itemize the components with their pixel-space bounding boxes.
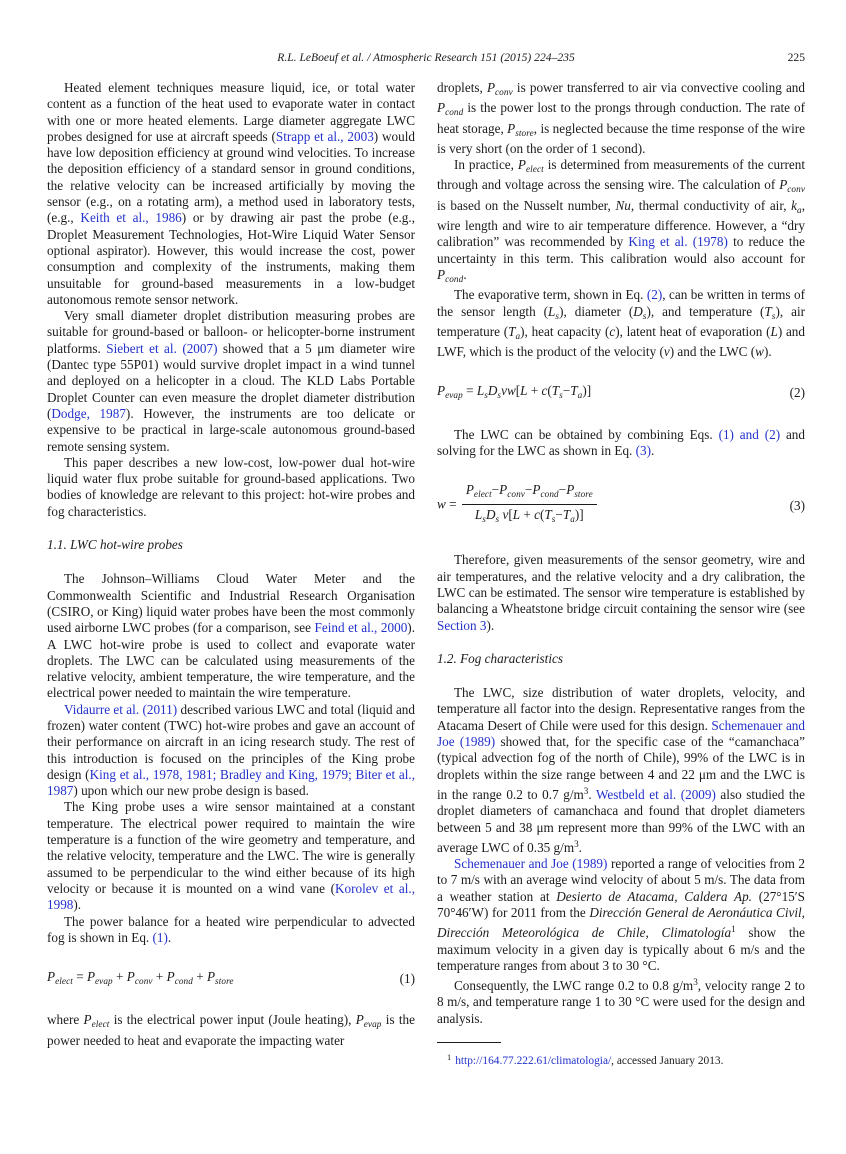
text-segment: Very small diameter droplet distribution measuring probes are suitable for ground-based or balloon- or helicopter-borne instrument platforms. — [47, 308, 415, 356]
text-segment: , wire length and wire to air temperature difference. However, a “dry calibration” was recommended by — [437, 197, 805, 250]
text-segment: The power balance for a heated wire perpendicular to advected fog is shown in Eq. — [47, 913, 415, 945]
text-segment: . — [463, 266, 467, 282]
paragraph — [47, 1012, 415, 1049]
paragraph — [47, 571, 415, 701]
text-segment: Therefore, given measurements of the sensor geometry, wire and air temperatures, and the relative velocity and a dry calibration, the LWC can be estimated. The sensor wire temperature is established by balancing a Wheatstone bridge circuit containing the sensor wire (see — [437, 552, 805, 617]
text-segment: ( — [539, 507, 545, 523]
text-segment: In practice, — [454, 157, 518, 173]
section-heading: 1.1. LWC hot-wire probes — [47, 537, 183, 553]
text-segment: is based on the Nusselt number, — [437, 197, 616, 213]
paragraph — [47, 308, 415, 455]
text-segment: P — [83, 1012, 92, 1028]
equation — [47, 969, 415, 989]
text-segment: also studied the droplet diameters of camanchaca and found that droplet diameters between 5 and 38 μm represent more than 99% of the LWC with an average LWC of 0.35 g/m — [437, 786, 805, 855]
text-segment: D — [487, 383, 498, 399]
text-segment: evap — [95, 976, 113, 987]
paragraph — [47, 799, 415, 913]
equation — [437, 482, 805, 529]
text-segment: T — [508, 323, 516, 339]
text-segment: elect — [525, 164, 544, 175]
text-segment: Heated element techniques measure liquid, ice, or total water content as a function of the heat used to evaporate water in contact with one or more heated elements. Large diameter aggregate LWC probes designed for use at aircraft speeds ( — [47, 80, 415, 144]
paragraph — [437, 856, 805, 974]
text-segment: conv — [507, 489, 525, 500]
text-segment: The King probe uses a wire sensor maintained at a constant temperature. The electrical power required to maintain the wire temperature is a function of the wire geometry and temperature, and the relative velocity, temperature and the LWC. The wire is generally assumed to be perpendicular to the wind either because of its high velocity or because it is mounted on a wind vane ( — [47, 799, 415, 896]
running-head: R.L. LeBoeuf et al. / Atmospheric Research 151 (2015) 224–235 — [277, 51, 575, 64]
text-segment: a — [570, 514, 575, 525]
text-segment: ), and temperature ( — [646, 303, 765, 319]
text-segment: cond — [445, 107, 464, 118]
citation-link[interactable]: Strapp et al., 2003 — [275, 128, 374, 144]
page-header — [47, 51, 805, 67]
citation-link[interactable]: Feind et al., 2000 — [314, 620, 408, 636]
text-segment: s — [495, 514, 500, 525]
citation-link[interactable]: Vidaurre et al. (2011) — [64, 701, 178, 717]
text-segment: , is neglected because the time response of the wire is very short (on the order of 1 second). — [437, 120, 805, 156]
text-segment: store — [574, 489, 593, 500]
text-segment: . — [588, 786, 596, 802]
paragraph — [47, 80, 415, 308]
paragraph — [47, 702, 415, 800]
text-segment: 3 — [574, 838, 579, 849]
text-segment: ) or by drawing air past the probe (e.g., Droplet Measurement Technologies, Hot-Wire Liquid Water Sensor optional aspirator). However, this would increase the cost, power consumption and complexity of the instruments, making them unsuitable for ground-based measurements in a low-budget autonomous remote sensor network. — [47, 210, 415, 307]
text-segment: evap — [363, 1019, 382, 1030]
text-segment: P — [437, 383, 446, 399]
text-segment: ), air temperature ( — [437, 303, 805, 339]
text-segment: droplets, — [437, 80, 487, 95]
text-segment: The evaporative term, shown in Eq. — [454, 287, 647, 303]
text-segment: (27°15′S 70°46′W) for 2011 from the — [437, 888, 805, 920]
text-segment: P — [206, 969, 216, 985]
text-segment: s — [484, 390, 488, 401]
text-segment: T — [570, 383, 578, 399]
text-segment: showed that, for the specific case of the “camanchaca” (typical advection fog of the north of Chile), 99% of the LWC is in droplets within the size range between 4 and 22 μm and the LWC is in the range 0.2 to 0.7 g/m — [437, 734, 805, 802]
text-segment: P — [166, 969, 175, 985]
right-column — [437, 80, 805, 1069]
text-segment: T — [544, 507, 552, 523]
text-segment: P — [437, 266, 446, 282]
text-segment: ) upon which our new probe design is based. — [73, 783, 309, 799]
text-segment: Desierto de Atacama, Caldera Ap. — [556, 888, 752, 904]
text-segment: L — [474, 507, 483, 523]
text-segment: v — [502, 507, 509, 523]
text-segment: is power transferred to air via convective cooling and — [512, 80, 805, 95]
page-number: 225 — [787, 51, 805, 64]
equation-number: (2) — [789, 385, 805, 401]
citation-link[interactable]: Schemenauer and Joe (1989) — [454, 856, 608, 872]
text-segment: P — [517, 157, 526, 173]
citation-link[interactable]: Korolev et al., 1998 — [47, 880, 415, 913]
text-segment: c — [609, 323, 616, 339]
text-segment: The LWC can be obtained by combining Eqs. — [454, 426, 719, 442]
text-segment: elect — [473, 489, 492, 500]
text-segment: − — [558, 482, 567, 498]
citation-link[interactable]: Siebert et al. (2007) — [106, 340, 218, 356]
text-segment: elect — [91, 1019, 110, 1030]
text-segment: P — [486, 80, 495, 95]
citation-link[interactable]: http://164.77.222.61/climatologia/ — [455, 1055, 612, 1068]
paragraph — [47, 914, 415, 947]
text-segment: D — [485, 507, 496, 523]
text-segment: conv — [787, 184, 805, 195]
text-segment: c — [534, 507, 540, 523]
text-segment: w — [755, 344, 764, 360]
footnote-marker: 1 — [447, 1053, 452, 1063]
text-segment: store — [515, 127, 534, 138]
text-segment: [ — [508, 507, 513, 523]
text-segment: − — [562, 383, 571, 399]
text-segment: + — [112, 969, 127, 985]
text-segment: Dirección General de Aeronáutica Civil, Dirección Meteorológica de Chile, Climatología — [437, 904, 805, 941]
text-segment: = — [72, 969, 87, 985]
fraction — [462, 481, 597, 528]
citation-link[interactable]: (1) — [152, 929, 168, 945]
text-segment: This paper describes a new low-cost, low-power dual hot-wire liquid water flux probe suitable for ground-based applications. Two bodies of knowledge are relevant to this project: hot-wire probes and fog characteristics. — [47, 454, 415, 519]
text-segment: cond — [174, 976, 193, 987]
citation-link[interactable]: (1) and (2) — [718, 426, 781, 442]
citation-link[interactable]: King et al., 1978, 1981; Bradley and King, 1979; Biter et al., 1987 — [47, 766, 415, 799]
text-segment: evap — [445, 390, 463, 401]
text-segment: s — [551, 514, 556, 525]
text-segment: P — [465, 482, 474, 498]
text-segment: where — [47, 1012, 84, 1028]
text-segment: P — [532, 482, 541, 498]
equation-number: (1) — [399, 971, 415, 987]
text-segment: Nu — [615, 197, 631, 213]
text-segment: is determined from measurements of the current through and voltage across the sensing wire. The calculation of — [437, 157, 805, 193]
text-segment: a — [796, 204, 802, 215]
text-segment: ). — [73, 897, 82, 913]
equation — [437, 383, 805, 403]
paragraph — [437, 287, 805, 360]
text-segment: is the electrical power input (Joule heating), — [109, 1012, 356, 1028]
equation-number: (3) — [789, 497, 805, 513]
text-segment: , thermal conductivity of air, — [630, 197, 792, 213]
citation-link[interactable]: King et al. (1978) — [628, 234, 728, 250]
text-segment: L — [770, 323, 778, 339]
text-segment: v — [663, 344, 670, 360]
text-segment: )] — [574, 507, 584, 523]
text-segment: s — [642, 310, 647, 321]
text-segment: Consequently, the LWC range 0.2 to 0.8 g/m — [454, 978, 694, 994]
text-segment: s — [771, 310, 776, 321]
text-segment: cond — [445, 273, 464, 284]
text-segment: T — [562, 507, 571, 523]
paragraph — [437, 552, 805, 633]
footnote — [437, 1042, 805, 1069]
text-segment: s — [559, 390, 563, 401]
text-segment: and solving for the LWC as shown in Eq. — [437, 426, 805, 459]
text-segment: The LWC, size distribution of water droplets, velocity, and temperature all factor into the design. Representative ranges from the Atacama Desert of Chile were used for this design. — [437, 685, 805, 733]
citation-link[interactable]: Schemenauer and Joe (1989) — [437, 717, 805, 750]
text-segment: − — [555, 507, 563, 523]
text-segment: , can be written in terms of the sensor length ( — [437, 287, 805, 319]
text-segment: s — [555, 310, 560, 321]
text-segment: 3 — [693, 977, 698, 988]
footnote-text — [437, 1051, 805, 1069]
paragraph — [47, 455, 415, 520]
equation-body — [437, 482, 782, 529]
text-segment: P — [126, 969, 135, 985]
text-segment: w — [437, 496, 446, 512]
text-segment: P — [355, 1012, 364, 1028]
fraction-denominator — [462, 505, 597, 528]
text-segment: k — [791, 197, 797, 213]
left-column — [47, 80, 415, 1049]
text-segment: ), diameter ( — [559, 303, 634, 319]
paragraph — [437, 157, 805, 287]
text-segment: T — [551, 383, 560, 399]
text-segment: P — [566, 482, 575, 498]
citation-link[interactable]: (2) — [646, 287, 663, 303]
citation-link[interactable]: (3) — [635, 443, 652, 459]
text-segment: 1 — [731, 924, 736, 935]
text-segment: conv — [495, 87, 513, 97]
text-segment: + — [520, 507, 535, 523]
text-segment: = — [445, 496, 460, 512]
text-segment: D — [633, 303, 643, 319]
text-segment: s — [497, 390, 502, 401]
paragraph — [437, 80, 805, 157]
text-segment: . — [167, 929, 172, 945]
text-segment: a — [577, 390, 583, 401]
text-segment: = — [462, 383, 477, 399]
text-segment: a — [515, 330, 521, 341]
text-segment: is the power needed to heat and evaporate the impacting water — [47, 1012, 415, 1048]
text-segment: )] — [582, 383, 592, 399]
text-segment: , velocity range 2 to 8 m/s, and temperature range 1 to 30 °C were used for the design and analysis. — [437, 978, 806, 1026]
text-segment: , accessed January 2013. — [611, 1055, 724, 1068]
text-segment: . — [578, 839, 582, 855]
text-segment: ) and the LWC ( — [669, 344, 756, 360]
text-segment: . — [651, 443, 655, 459]
text-segment: − — [524, 482, 533, 498]
text-segment: cond — [540, 489, 559, 500]
text-segment: reported a range of velocities from 2 to 7 m/s with an average wind velocity of about 5 m/s. The data from a weather station at — [437, 856, 805, 904]
text-segment: described various LWC and total (liquid and frozen) water content (TWC) hot-wire probes and gave an account of their performance on aircraft in an icing research study. The rest of this introduction is focused on the principles of the King probe design ( — [47, 701, 415, 782]
footnote-rule — [437, 1042, 501, 1043]
text-segment: T — [764, 303, 772, 319]
fraction-numerator — [462, 481, 597, 505]
text-segment: ( — [547, 383, 552, 399]
paragraph — [437, 685, 805, 856]
equation-body — [437, 383, 782, 403]
text-segment: L — [548, 303, 556, 319]
text-segment: P — [507, 120, 516, 136]
text-segment: + — [527, 383, 542, 399]
text-segment: P — [437, 100, 446, 116]
text-segment: ). A LWC hot-wire probe is used to collect and evaporate water droplets. The LWC can be calculated using measurements of the relative velocity, ambient temperature, the wire temperature, and the electrical power needed to maintain the wire temperature. — [47, 620, 415, 701]
text-segment: ). — [486, 617, 495, 633]
text-segment: [ — [515, 383, 521, 399]
paragraph — [437, 427, 805, 460]
text-segment: ), heat capacity ( — [520, 323, 610, 339]
text-segment: ). However, the instruments are too delicate or expensive to be practical in large-scale autonomous ground-based remote sensing system. — [47, 405, 415, 454]
text-segment: elect — [55, 976, 73, 987]
text-segment: vw — [501, 383, 516, 399]
text-segment: s — [482, 514, 486, 525]
text-segment: ) and LWF, which is the product of the velocity ( — [437, 323, 805, 360]
text-segment: + — [152, 969, 167, 985]
equation-body — [47, 969, 392, 989]
citation-link[interactable]: Section 3 — [437, 617, 487, 633]
text-segment: L — [520, 383, 528, 399]
citation-link[interactable]: Dodge, 1987 — [51, 405, 126, 421]
text-segment: to reduce the uncertainty in this term. This calibration would also account for — [437, 234, 805, 266]
text-segment: show the maximum velocity in a given day is typically about 6 m/s and the temperature ranges from about 3 to 30 °C. — [437, 925, 805, 973]
text-segment: ) would have low deposition efficiency at ground wind velocities. To increase the deposition efficiency of a standard sensor in ground conditions, the relative velocity can be increased artificially by moving the sensor (e.g., on a rotating arm), a method used in laboratory tests, (e.g., — [47, 128, 415, 226]
text-segment: P — [47, 969, 56, 985]
text-segment: showed that a 5 μm diameter wire (Dantec type 55P01) would survive droplet impact in a wind tunnel and deployed on a helicopter in a cloud. The KLD Labs Portable Droplet Counter can even measure the droplet diameter distribution ( — [47, 340, 416, 421]
text-segment: P — [779, 177, 788, 193]
text-segment: The Johnson–Williams Cloud Water Meter and the Commonwealth Scientific and Industrial Research Organisation (CSIRO, or King) liquid water probes have been the most commonly used airborne LWC probes (for a comparison, see — [47, 571, 415, 636]
text-segment: is the power lost to the prongs through conduction. The rate of heat storage, — [437, 100, 805, 136]
citation-link[interactable]: Keith et al., 1986 — [80, 210, 182, 226]
text-segment: L — [512, 507, 521, 523]
text-segment: c — [541, 383, 548, 399]
text-segment: P — [86, 969, 95, 985]
text-segment: conv — [134, 976, 153, 987]
text-segment: store — [215, 976, 234, 987]
text-segment: 3 — [583, 785, 589, 796]
text-segment: P — [499, 482, 508, 498]
text-segment: + — [192, 969, 207, 985]
section-heading: 1.2. Fog characteristics — [437, 650, 563, 666]
paragraph — [437, 974, 805, 1027]
citation-link[interactable]: Westbeld et al. (2009) — [595, 786, 716, 802]
text-segment: − — [491, 482, 500, 498]
text-segment: ), latent heat of evaporation ( — [615, 323, 771, 339]
text-segment: ). — [763, 344, 772, 360]
text-segment: L — [476, 383, 485, 399]
